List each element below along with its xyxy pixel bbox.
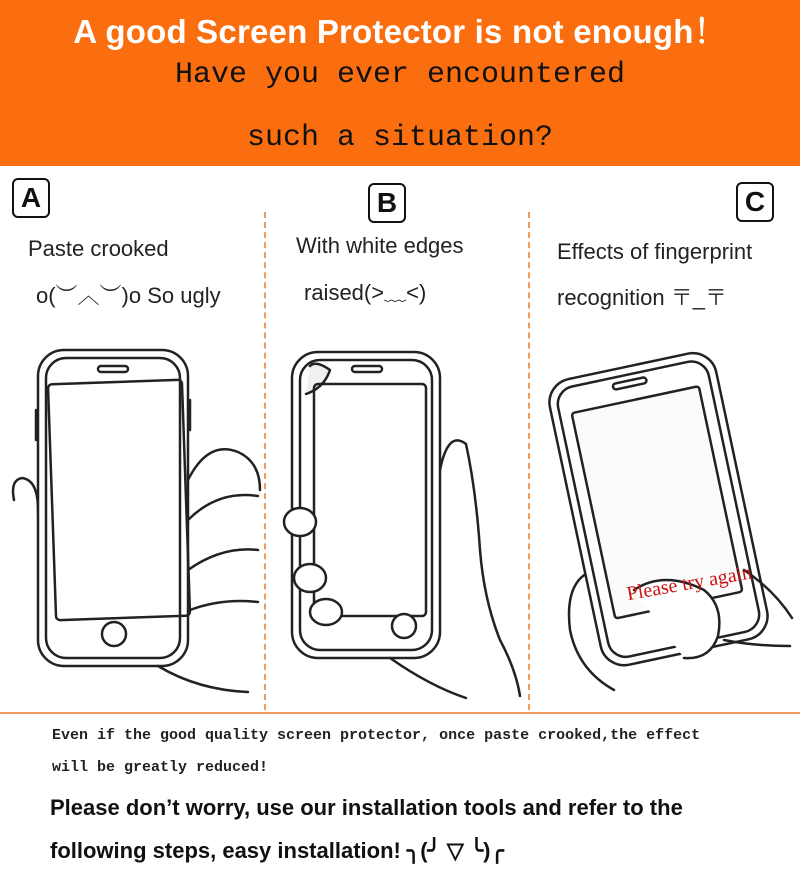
panel-b-caption-1: With white edges xyxy=(296,233,464,258)
finger-tip xyxy=(310,599,342,625)
footer-note-line-1: Even if the good quality screen protector, once paste crooked,the effect xyxy=(52,727,701,744)
footer-cta-line-1: Please don’t worry, use our installation tools and refer to the xyxy=(50,795,683,820)
banner-title: A good Screen Protector is not enough！ xyxy=(73,13,727,50)
panel-b-label: B xyxy=(368,183,406,223)
panel-a-caption-2: o(︶︿︶)o So ugly xyxy=(36,283,221,308)
header-banner xyxy=(0,0,800,166)
panel-divider-1 xyxy=(264,212,266,710)
panel-c-label: C xyxy=(736,182,774,222)
panel-c-caption-1: Effects of fingerprint xyxy=(557,239,753,264)
panel-c-caption-2: recognition 〒_〒 xyxy=(557,285,727,310)
home-button xyxy=(102,622,126,646)
panel-a-caption-1: Paste crooked xyxy=(28,236,169,261)
banner-question-line-1: Have you ever encountered xyxy=(174,58,626,92)
panel-a-label: A xyxy=(12,178,50,218)
finger-tip xyxy=(284,508,316,536)
panel-b-caption-2: raised(>﹏<) xyxy=(304,280,427,305)
panel-divider-2 xyxy=(528,212,530,710)
footer-cta-line-2: following steps, easy installation! ╮(╯ ▽ ╰)╭ xyxy=(50,838,504,863)
home-button xyxy=(392,614,416,638)
banner-question-line-2: such a situation? xyxy=(246,121,554,155)
panel-c-screen-text: Please try again xyxy=(624,561,754,606)
panel-b-phone-illustration xyxy=(270,340,526,702)
section-divider xyxy=(0,712,800,714)
panel-a-phone-illustration xyxy=(8,340,262,702)
footer-note-line-2: will be greatly reduced! xyxy=(52,759,269,776)
panel-c-phone-illustration xyxy=(534,340,796,706)
finger-tip xyxy=(294,564,326,592)
